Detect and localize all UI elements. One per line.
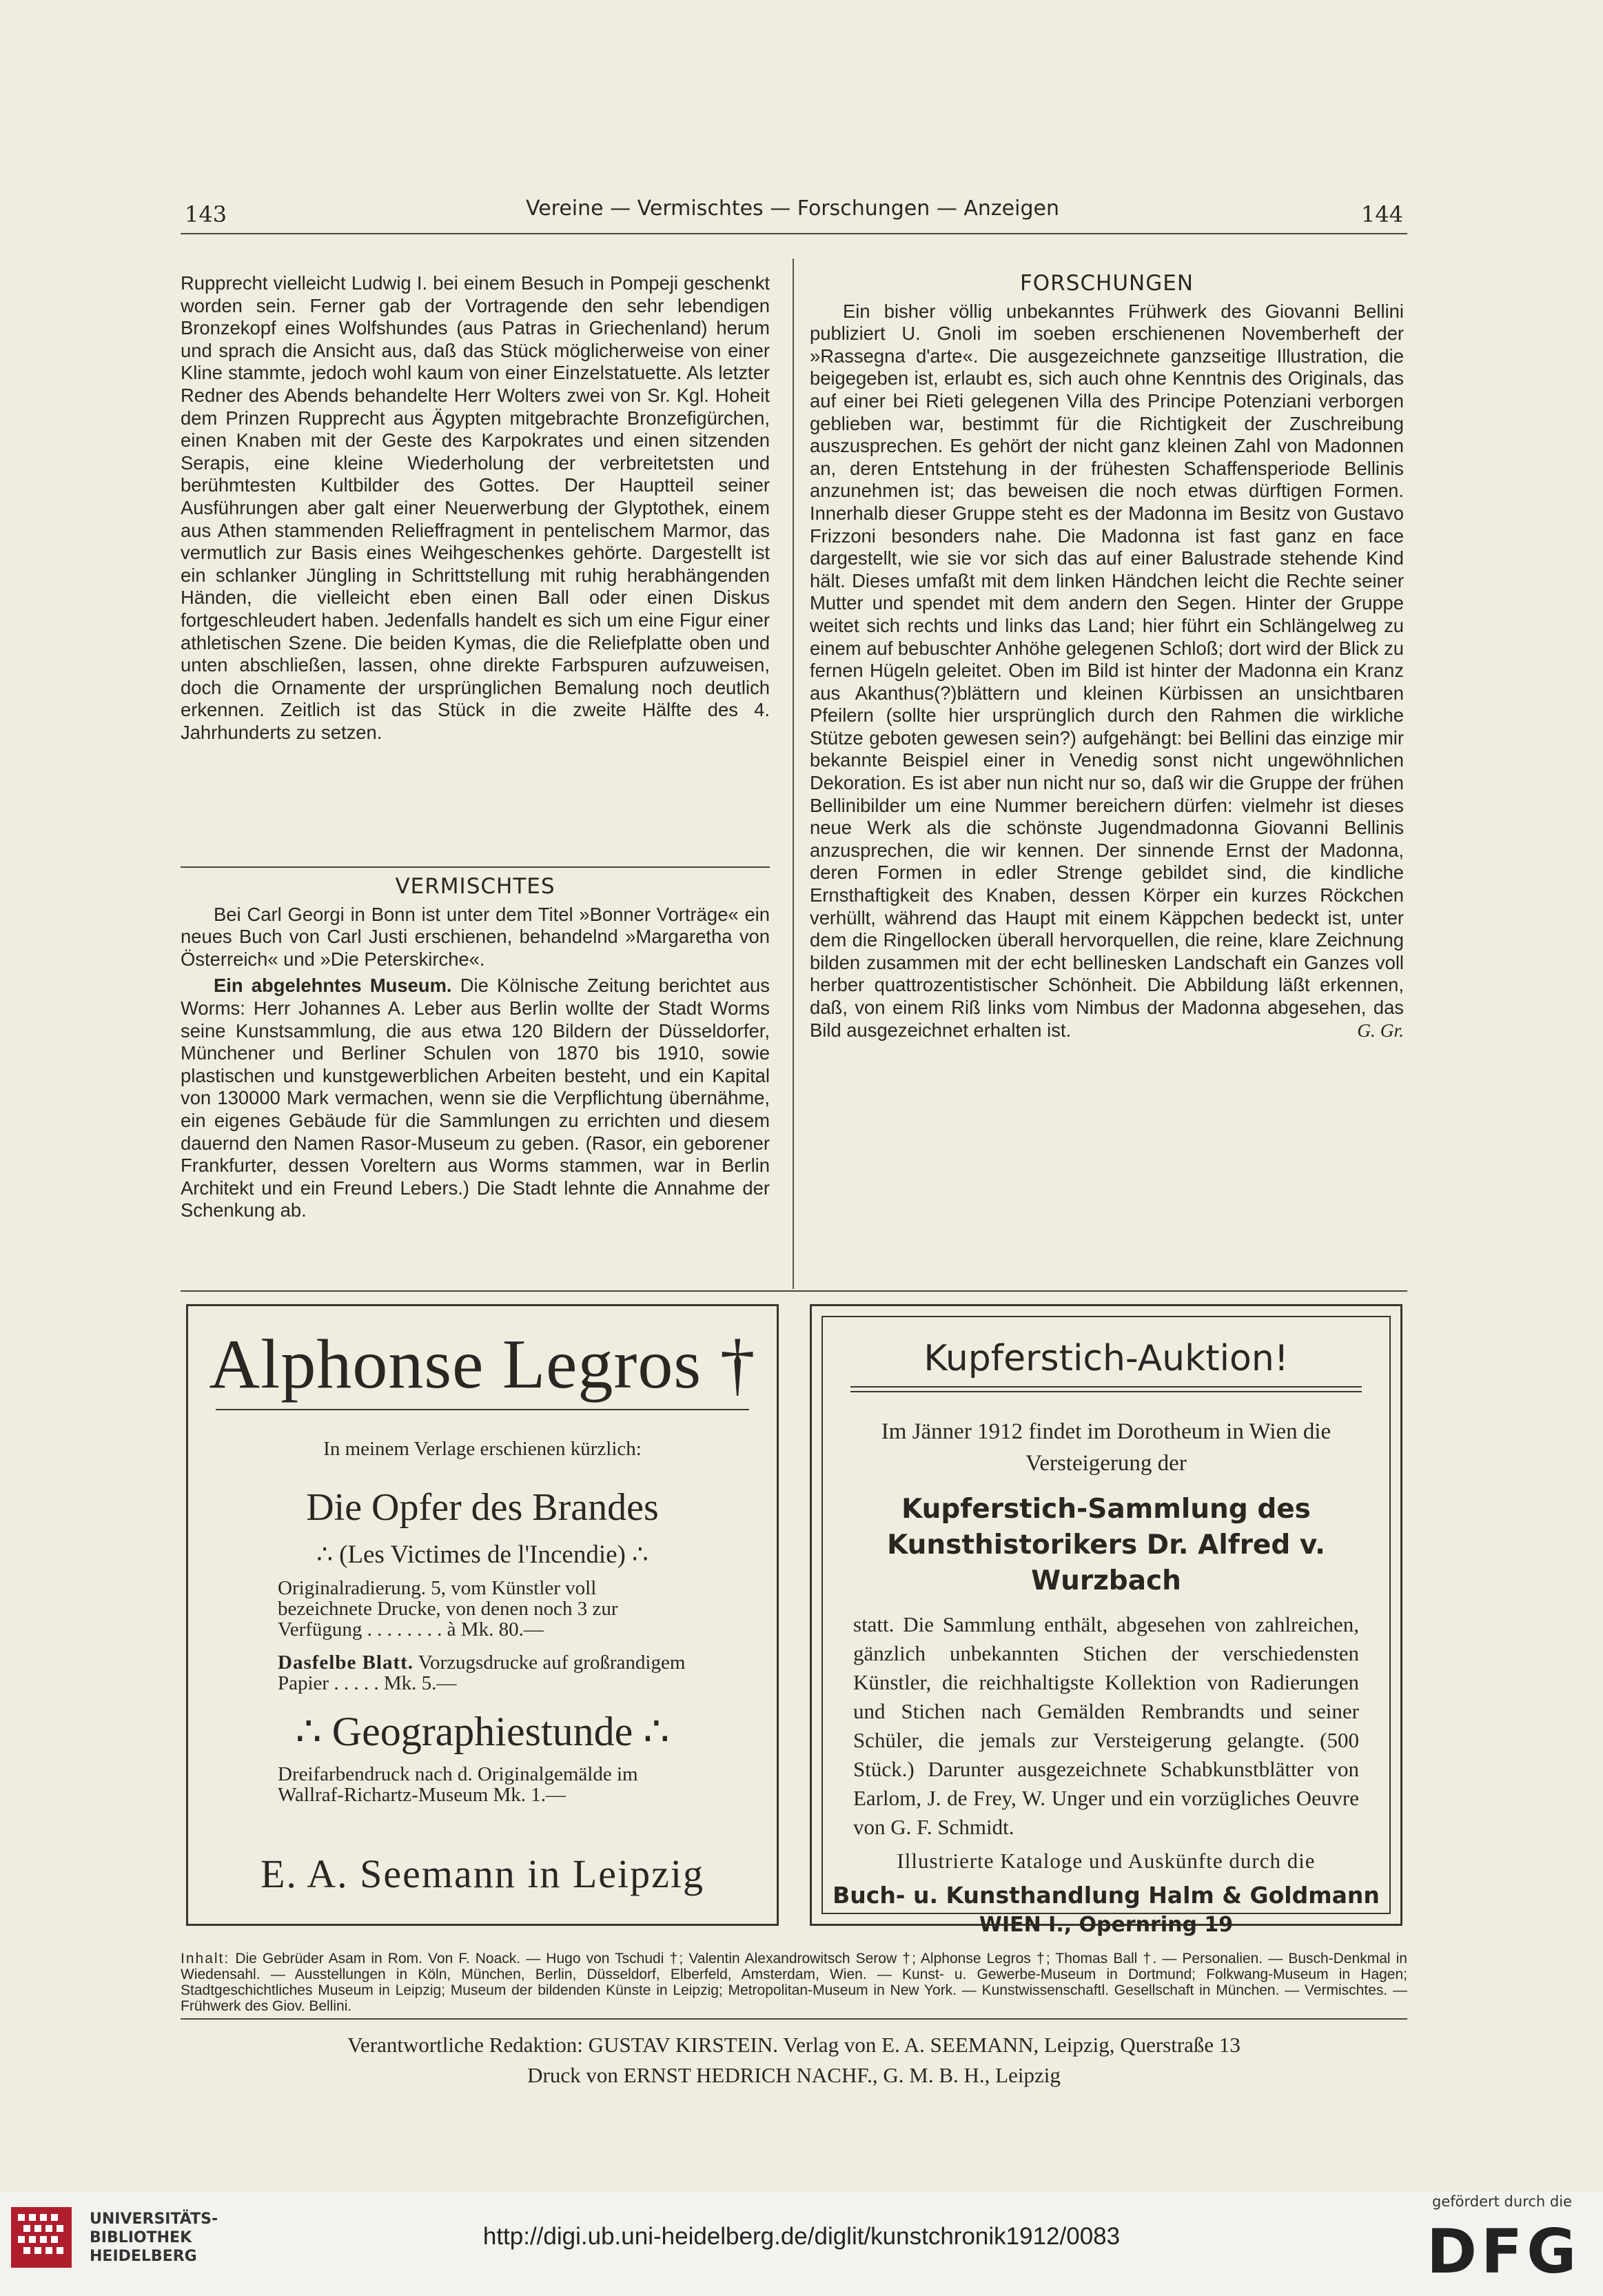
museum-text: Die Kölnische Zeitung berichtet aus Worms: Herr Johannes A. Leber aus Berlin wollte der Stadt Worms seine Kunstsammlung, die aus etwa 120 Bildern der Düsseldorfer, Münchener und Berliner Schulen von 1870 bis 1910, sowie plastischen und kunstgewerblichen Arbeiten besteht, und ein Kapital von 130000 Mark vermachen, wenn sie die Verpflichtung übernähme, ein eigenes Gebäude für die Sammlungen zu errichten und diesem dauernd den Namen Rasor-Museum zu geben. (Rasor, ein geborener Frankfurter, dessen Voreltern aus Worms stammen, war in Berlin Architekt und ein Freund Lebers.) Die Stadt lehnte die Annahme der Schenkung ab. <box>181 975 770 1221</box>
page-number-right: 144 <box>1361 201 1404 227</box>
imprint-line-1: Verantwortliche Redaktion: GUSTAV KIRSTEIN. Verlag von E. A. SEEMANN, Leipzig, Querstraße 13 <box>347 2033 1240 2057</box>
dfg-logo: DFG <box>1427 2216 1581 2287</box>
funding-note: gefördert durch die <box>1432 2193 1572 2210</box>
ad-legros-title: Alphonse Legros † <box>209 1325 756 1403</box>
ad-legros-publisher: E. A. Seemann in Leipzig <box>261 1851 704 1896</box>
ad-auktion-rule-2 <box>850 1391 1362 1392</box>
imprint-rule <box>181 2018 1407 2020</box>
library-name-line-2: BIBLIOTHEK <box>90 2229 192 2246</box>
ad-auktion-address: WIEN I., Opernring 19 <box>979 1913 1234 1937</box>
ad-auktion-heading: Kupferstich-Sammlung des Kunsthistorikers Dr. Alfred v. Wurzbach <box>887 1494 1325 1596</box>
ads-rule <box>181 1290 1407 1292</box>
ad-legros-work2: ∴ Geographiestunde ∴ <box>295 1709 670 1754</box>
ad-legros-work1-desc: Originalradierung. 5, vom Künstler voll bezeichnete Drucke, von denen noch 3 zur Verfügung . . . . . . . . à Mk. 80.— <box>278 1577 618 1640</box>
advertisement-legros <box>186 1304 779 1926</box>
ad-auktion-body: statt. Die Sammlung enthält, abgesehen von zahlreichen, gänzlich unbekannten Stichen der verschiedensten Künstler, die reichhaltigste Kollektion von Radierungen und Stichen nach Gemälden Rembrandts und seiner Schüler, die jemals zur Versteigerung gelangte. (500 Stück.) Darunter ausgezeichnete Schabkunstblätter von Earlom, J. de Frey, W. Unger und ein vorzügliches Oeuvre von G. F. Schmidt. <box>853 1612 1359 1839</box>
ad-legros-intro: In meinem Verlage erschienen kürzlich: <box>323 1438 642 1460</box>
column-divider <box>793 258 794 1289</box>
ad-auktion-dealer: Buch- u. Kunsthandlung Halm & Goldmann <box>833 1882 1380 1909</box>
museum-heading: Ein abgelehntes Museum. <box>214 975 452 997</box>
ad-legros-work1-b-lead: Dasfelbe Blatt. <box>278 1652 414 1674</box>
table-of-contents <box>181 1951 1407 2014</box>
ad-legros-work1-subtitle: ∴ (Les Victimes de l'Incendie) ∴ <box>316 1541 649 1569</box>
bellini-text: Ein bisher völlig unbekanntes Frühwerk des Giovanni Bellini publiziert U. Gnoli im soeben erschienenen Novemberheft der »Rassegna d'arte«. Die ausgezeichnete ganzseitige Illustration, die beigegeben ist, erlaubt es, sich auch ohne Kenntnis des Originals, das auf einer bei Rieti gelegenen Villa des Principe Potenziani verborgen geblieben war, bestimmt für die Richtigkeit der Zuschreibung auszusprechen. Es gehört der nicht ganz kleinen Zahl von Madonnen an, deren Entstehung in der frühesten Schaffensperiode Bellinis anzunehmen ist; das beweisen die noch etwas dürftigen Formen. Innerhalb dieser Gruppe steht es der Madonna im Besitz von Gustavo Frizzoni besonders nahe. Die Madonna ist fast ganz en face dargestellt, wie sie vor sich das auf einer Balustrade stehende Kind hält. Dieses umfaßt mit dem linken Händchen leicht die Rechte seiner Mutter und spendet mit dem andern den Segen. Hinter der Gruppe weitet sich rechts und links das Land; hier führt ein Schlängelweg zu einem auf bebuschter Anhöhe gelegenen Schloß; dort wird der Blick zu fernen Hügeln geleitet. Oben im Bild ist hinter der Madonna ein Kranz aus Akanthus(?)blättern und kleinen Kürbissen an unsichtbaren Pfeilern (sollte hier ursprünglich durch den Rahmen die wirkliche Stütze geboten gewesen sein?) aufgehängt: bei Bellini das einzige mir bekannte Beispiel einer in Venedig sonst nicht ungewöhnlichen Dekoration. Es ist aber nun nicht nur so, daß wir die Gruppe der frühen Bellinibilder um eine Nummer bereichern dürfen: vielmehr ist dieses neue Werk als die schönste Jugendmadonna Giovanni Bellinis anzusprechen, die wir kennen. Der sinnende Ernst der Madonna, deren Formen in edler Strenge gebildet sind, die kindliche Ernsthaftigkeit des Knaben, dessen Körper ein kurzes Röckchen verhüllt, während das Haupt mit einem Käppchen bedeckt ist, unter dem die Ringellocken überall hervorquellen, die reine, klare Zeichnung bilden zusammen mit der echt bellinesken Landschaft ein Ganzes voll herber quattrozentistischer Schönheit. Die Abbildung läßt erkennen, daß, von einem Riß links vom Nimbus der Madonna abgesehen, das Bild ausgezeichnet erhalten ist. <box>810 300 1404 1041</box>
running-header: Vereine — Vermischtes — Forschungen — Anzeigen <box>526 196 1059 221</box>
imprint-line-2: Druck von ERNST HEDRICH NACHF., G. M. B. H., Leipzig <box>527 2063 1061 2087</box>
ad-legros-work1-b <box>278 1652 691 1694</box>
ad-legros-work1: Die Opfer des Brandes <box>306 1486 659 1529</box>
library-name-line-3: HEIDELBERG <box>90 2248 197 2265</box>
library-name-line-1: UNIVERSITÄTS- <box>90 2211 218 2228</box>
vermischtes-section <box>181 875 770 1222</box>
ad-auktion-inner-frame <box>821 1316 1391 1937</box>
page-number-left: 143 <box>185 201 227 227</box>
right-paragraph-1 <box>810 301 1404 1042</box>
ad-auktion-catalog: Illustrierte Kataloge und Auskünfte durch die <box>897 1849 1316 1873</box>
ad-auktion-title: Kupferstich-Auktion! <box>923 1338 1289 1379</box>
toc-text: Die Gebrüder Asam in Rom. Von F. Noack. — Hugo von Tschudi †; Valentin Alexandrowitsch Serow †; Alphonse Legros †; Thomas Ball †. — Personalien. — Busch-Denkmal in Wiedensahl. — Ausstellungen in Köln, München, Berlin, Düsseldorf, Elberfeld, Amsterdam, Wien. — Kunst- u. Gewerbe-Museum in Dortmund; Folkwang-Museum in Hagen; Stadtgeschichtliches Museum in Leipzig; Museum der bildenden Künste in Leipzig; Metropolitan-Museum in New York. — Kunstwissenschaftl. Gesellschaft in München. — Vermischtes. — Frühwerk des Giov. Bellini. <box>181 1951 1407 2014</box>
left-paragraph-2: Bei Carl Georgi in Bonn ist unter dem Titel »Bonner Vorträge« ein neues Buch von Carl Justi erschienen, behandelnd »Margaretha von Österreich« und »Die Peterskirche«. <box>181 903 770 970</box>
ad-legros-work1-b-text: Vorzugsdrucke auf großrandigem Papier . . . . . Mk. 5.— <box>278 1652 686 1694</box>
source-url[interactable]: http://digi.ub.uni-heidelberg.de/diglit/kunstchronik1912/0083 <box>482 2223 1121 2250</box>
section-heading-forschungen: FORSCHUNGEN <box>1019 271 1194 296</box>
ad-legros-work2-desc: Dreifarbendruck nach d. Originalgemälde im Wallraf-Richartz-Museum Mk. 1.— <box>278 1763 638 1806</box>
left-paragraph-3 <box>181 975 770 1222</box>
section-heading-vermischtes: VERMISCHTES <box>395 874 555 899</box>
ad-auktion-intro: Im Jänner 1912 findet im Dorotheum in Wien die Versteigerung der <box>881 1419 1331 1476</box>
header-rule <box>181 233 1407 234</box>
signature: G. Gr. <box>1357 1019 1404 1041</box>
imprint <box>181 2030 1407 2091</box>
section-separator <box>181 866 770 868</box>
ad-auktion-rule <box>850 1386 1362 1388</box>
toc-label: Inhalt: <box>181 1951 230 1967</box>
ad-legros-rule <box>216 1409 749 1410</box>
right-column <box>810 272 1404 1042</box>
left-paragraph-1: Rupprecht vielleicht Ludwig I. bei einem Besuch in Pompeji geschenkt worden sein. Ferner gab der Vortragende den sehr lebendigen Bronzekopf eines Wolfshundes (aus Patras in Griechenland) herum und sprach die Ansicht aus, daß das Stück möglicherweise von einer Kline stammte, jedoch wohl kaum von einer Einzelstatuette. Als letzter Redner des Abends behandelte Herr Wolters zwei von Sr. Kgl. Hoheit dem Prinzen Rupprecht aus Ägypten mitgebrachte Bronzefigürchen, einen Knaben mit der Geste des Karpokrates und einen sitzenden Serapis, eine kleine Wiederholung der verbreitetsten und berühmtesten Kultbilder des Gottes. Der Hauptteil seiner Ausführungen aber galt einer Neuerwerbung der Glyptothek, einem aus Athen stammenden Relieffragment in pentelischem Marmor, das vermutlich zur Basis eines Weihgeschenkes gehörte. Dargestellt ist ein schlanker Jüngling in Schrittstellung mit ruhig herabhängenden Händen, die vielleicht eben einen Ball oder einen Diskus fortgeschleudert haben. Jedenfalls handelt es sich um eine Figur einer athletischen Szene. Die beiden Kymas, die die Reliefplatte oben und unten abschließen, lassen, ohne direkte Farbspuren aufzuweisen, doch die Ornamente der ursprünglichen Bemalung noch deutlich erkennen. Zeitlich ist das Stück in die zweite Hälfte des 4. Jahrhunderts zu setzen. <box>181 272 770 743</box>
advertisement-auktion <box>810 1304 1402 1937</box>
left-column <box>181 272 770 744</box>
